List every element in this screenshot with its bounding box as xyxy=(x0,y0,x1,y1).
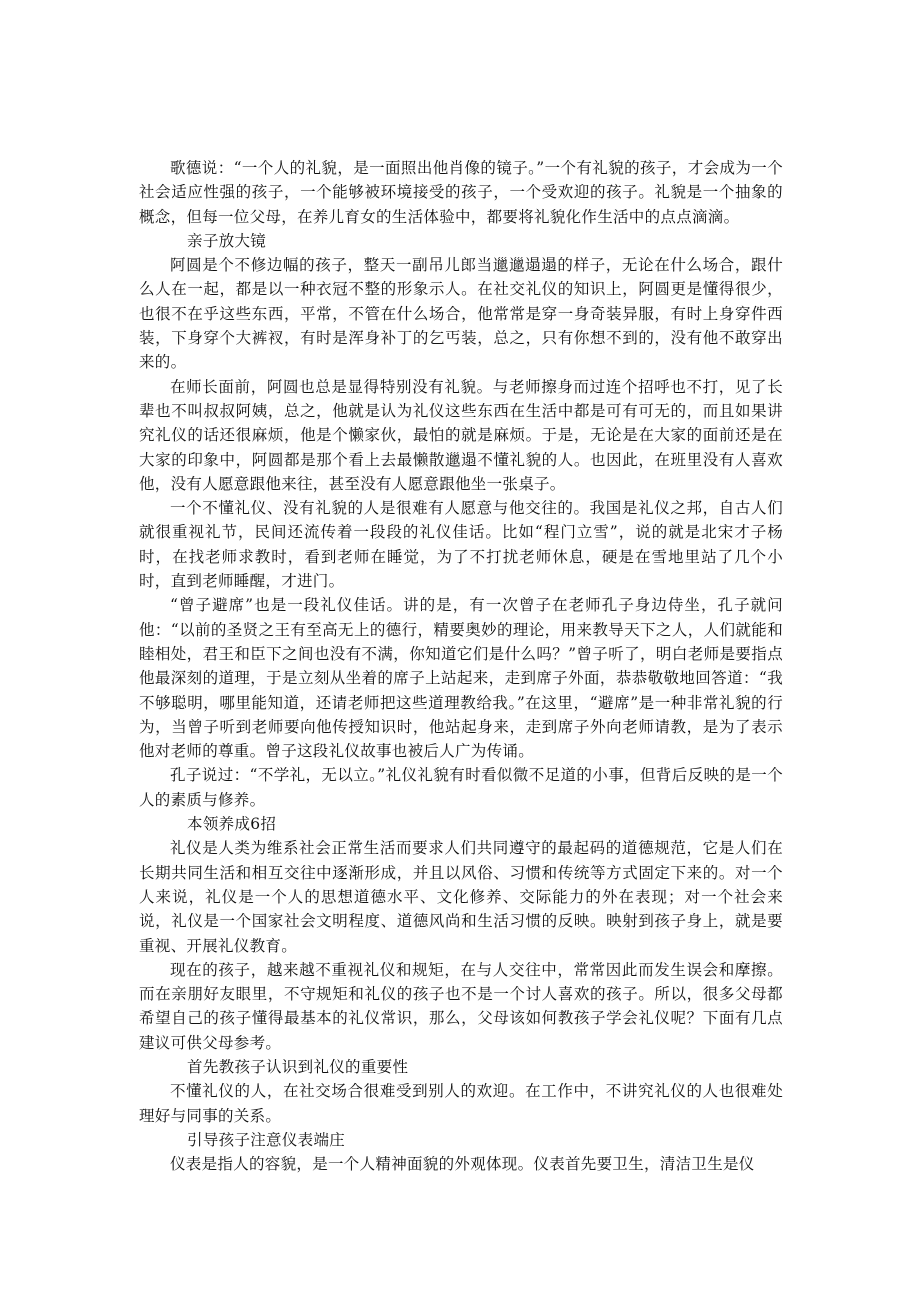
section-heading-parent-magnifier: 亲子放大镜 xyxy=(187,231,267,250)
section-heading-six-tips: 本领养成6招 xyxy=(187,815,277,834)
story-paragraph-5: 孔子说过：“不学礼，无以立。”礼仪礼貌有时看似微不足道的小事，但背后反映的是一个人的素质与修养。 xyxy=(139,766,783,809)
article-body xyxy=(139,156,783,1176)
story-paragraph-4: “曾子避席”也是一段礼仪佳话。讲的是，有一次曾子在老师孔子身边侍坐，孔子就问他：“以前的圣贤之王有至高无上的德行，精要奥妙的理论，用来教导天下之人，人们就能和睦相处，君王和臣下之间也没有不满，你知道它们是什么吗？”曾子听了，明白老师是要指点他最深刻的道理，于是立刻从坐着的席子上站起来，走到席子外面，恭恭敬敬地回答道：“我不够聪明，哪里能知道，还请老师把这些道理教给我。”在这里，“避席”是一种非常礼貌的行为，当曾子听到老师要向他传授知识时，他站起身来，走到席子外向老师请教，是为了表示他对老师的尊重。曾子这段礼仪故事也被后人广为传诵。 xyxy=(139,596,783,761)
tip-paragraph-1: 不懂礼仪的人，在社交场合很难受到别人的欢迎。在工作中，不讲究礼仪的人也很难处理好与同事的关系。 xyxy=(139,1082,783,1125)
story-paragraph-3: 一个不懂礼仪、没有礼貌的人是很难有人愿意与他交往的。我国是礼仪之邦，自古人们就很重视礼节，民间还流传着一段段的礼仪佳话。比如“程门立雪”，说的就是北宋才子杨时，在找老师求教时，看到老师在睡觉，为了不打扰老师休息，硬是在雪地里站了几个小时，直到老师睡醒，才进门。 xyxy=(139,499,783,591)
tip-heading-1: 首先教孩子认识到礼仪的重要性 xyxy=(187,1057,409,1076)
story-paragraph-2: 在师长面前，阿圆也总是显得特别没有礼貌。与老师擦身而过连个招呼也不打，见了长辈也不叫叔叔阿姨，总之，他就是认为礼仪这些东西在生活中都是可有可无的，而且如果讲究礼仪的话还很麻烦，他是个懒家伙，最怕的就是麻烦。于是，无论是在大家的面前还是在大家的印象中，阿圆都是那个看上去最懒散邋遢不懂礼貌的人。也因此，在班里没有人喜欢他，没有人愿意跟他来往，甚至没有人愿意跟他坐一张桌子。 xyxy=(139,377,783,493)
tips-paragraph-1: 礼仪是人类为维系社会正常生活而要求人们共同遵守的最起码的道德规范，它是人们在长期共同生活和相互交往中逐渐形成，并且以风俗、习惯和传统等方式固定下来的。对一个人来说，礼仪是一个人的思想道德水平、文化修养、交际能力的外在表现；对一个社会来说，礼仪是一个国家社会文明程度、道德风尚和生活习惯的反映。映射到孩子身上，就是要重视、开展礼仪教育。 xyxy=(139,839,783,955)
tips-paragraph-2: 现在的孩子，越来越不重视礼仪和规矩，在与人交往中，常常因此而发生误会和摩擦。而在亲朋好友眼里，不守规矩和礼仪的孩子也不是一个讨人喜欢的孩子。所以，很多父母都希望自己的孩子懂得最基本的礼仪常识，那么，父母该如何教孩子学会礼仪呢？下面有几点建议可供父母参考。 xyxy=(139,960,783,1052)
tip-heading-2: 引导孩子注意仪表端庄 xyxy=(187,1130,346,1149)
intro-paragraph: 歌德说：“一个人的礼貌，是一面照出他肖像的镜子。”一个有礼貌的孩子，才会成为一个社会适应性强的孩子，一个能够被环境接受的孩子，一个受欢迎的孩子。礼貌是一个抽象的概念，但每一位父母，在养儿育女的生活体验中，都要将礼貌化作生活中的点点滴滴。 xyxy=(139,159,783,226)
story-paragraph-1: 阿圆是个不修边幅的孩子，整天一副吊儿郎当邋邋遢遢的样子，无论在什么场合，跟什么人在一起，都是以一种衣冠不整的形象示人。在社交礼仪的知识上，阿圆更是懂得很少，也很不在乎这些东西，平常，不管在什么场合，他常常是穿一身奇装异服，有时上身穿件西装，下身穿个大裤衩，有时是浑身补丁的乞丐装，总之，只有你想不到的，没有他不敢穿出来的。 xyxy=(139,256,783,372)
tip-paragraph-2: 仪表是指人的容貌，是一个人精神面貌的外观体现。仪表首先要卫生，清洁卫生是仪 xyxy=(170,1155,755,1174)
